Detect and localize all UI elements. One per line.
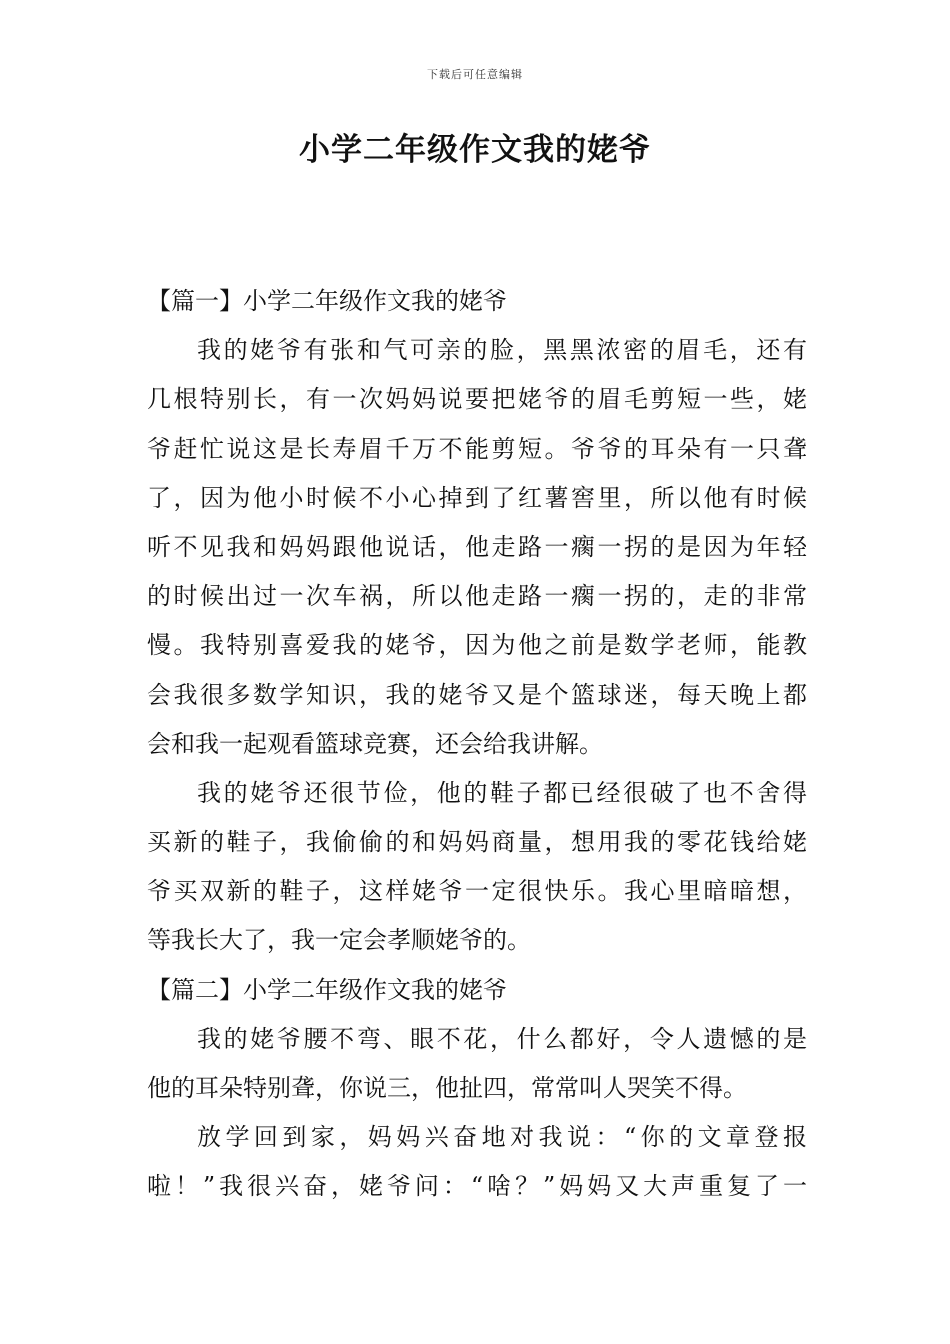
text-line: 放学回到家，妈妈兴奋地对我说：“你的文章登报	[197, 1123, 807, 1152]
text-line: 爷买双新的鞋子，这样姥爷一定很快乐。我心里暗暗想，	[147, 877, 807, 906]
text-line: 我的姥爷腰不弯、眼不花，什么都好，令人遗憾的是	[197, 1024, 807, 1053]
text-line: 会我很多数学知识，我的姥爷又是个篮球迷，每天晚上都	[147, 680, 807, 709]
header-note: 下载后可任意编辑	[427, 68, 523, 81]
text-line: 啦！”我很兴奋，姥爷问：“啥？”妈妈又大声重复了一	[147, 1172, 807, 1201]
text-line: 听不见我和妈妈跟他说话，他走路一瘸一拐的是因为年轻	[147, 532, 807, 561]
section-heading: 【篇一】小学二年级作文我的姥爷	[147, 287, 507, 315]
text-line: 买新的鞋子，我偷偷的和妈妈商量，想用我的零花钱给姥	[147, 828, 807, 857]
text-line: 我的姥爷有张和气可亲的脸，黑黑浓密的眉毛，还有	[197, 336, 807, 365]
text-line: 会和我一起观看篮球竞赛，还会给我讲解。	[147, 729, 603, 758]
text-line: 了，因为他小时候不小心掉到了红薯窖里，所以他有时候	[147, 483, 807, 512]
text-line: 慢。我特别喜爱我的姥爷，因为他之前是数学老师，能教	[147, 631, 807, 660]
text-line: 他的耳朵特别聋，你说三，他扯四，常常叫人哭笑不得。	[147, 1074, 747, 1102]
text-line: 爷赶忙说这是长寿眉千万不能剪短。爷爷的耳朵有一只聋	[147, 434, 807, 463]
text-line: 几根特别长，有一次妈妈说要把姥爷的眉毛剪短一些，姥	[147, 385, 807, 414]
document-body	[147, 277, 807, 1212]
document-title: 小学二年级作文我的姥爷	[299, 132, 651, 168]
text-line: 等我长大了，我一定会孝顺姥爷的。	[147, 926, 531, 955]
text-line: 的时候出过一次车祸，所以他走路一瘸一拐的，走的非常	[147, 582, 807, 611]
section-heading: 【篇二】小学二年级作文我的姥爷	[147, 975, 507, 1004]
text-line: 我的姥爷还很节俭，他的鞋子都已经很破了也不舍得	[197, 778, 807, 807]
